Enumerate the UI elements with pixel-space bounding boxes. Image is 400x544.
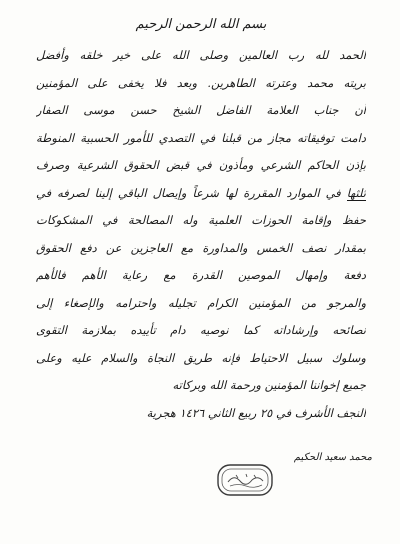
letter-line: بمقدار نصف الخمس والمداورة مع العاجزين عن دفع الحقوق <box>36 240 366 255</box>
letter-line: ثلثها في الموارد المقررة لها شرعاً وإيصال الباقي إلينا لصرفه في <box>36 185 366 200</box>
ink-seal-stamp <box>216 462 274 498</box>
underlined-word: ثلثها <box>346 185 366 200</box>
letter-line: أن جناب العلامة الفاضل الشيخ حسن موسى الصفار <box>36 103 366 117</box>
letter-line: دفعة وإمهال الموصين القدرة مع رعاية الأهم فالأهم <box>36 268 366 282</box>
letter-line: والمرجو من المؤمنين الكرام تجليله واحترامه والإصغاء إلى <box>36 295 366 310</box>
letter-date-line: النجف الأشرف في ٢٥ ربيع الثاني ١٤٢٦ هجرية <box>146 405 366 420</box>
handwritten-signature: محمد سعيد الحكيم <box>293 452 372 463</box>
letter-line: دامت توفيقاته مجاز من قبلنا في التصدي للأمور الحسبية المنوطة <box>36 130 366 145</box>
letter-line: الحمد لله رب العالمين وصلى الله على خير خلقه وأفضل <box>36 48 366 62</box>
basmala-heading: بسم الله الرحمن الرحيم <box>135 17 267 32</box>
letter-line: وسلوك سبيل الاحتياط فإنه طريق النجاة والسلام عليه وعلى <box>36 350 366 365</box>
letter-line: حفظ وإقامة الحوزات العلمية وله المصالحة في المشكوكات <box>36 213 366 227</box>
letter-line: بريته محمد وعترته الطاهرين. وبعد فلا يخفى على المؤمنين <box>36 75 366 90</box>
letter-body <box>36 14 366 427</box>
letter-line: نصائحه وإرشاداته كما نوصيه دام تأييده بملازمة التقوى <box>36 323 366 337</box>
letter-line: بإذن الحاكم الشرعي ومأذون في قبض الحقوق الشرعية وصرف <box>36 158 366 172</box>
letter-line: جميع إخواننا المؤمنين ورحمة الله وبركاته <box>172 378 366 392</box>
